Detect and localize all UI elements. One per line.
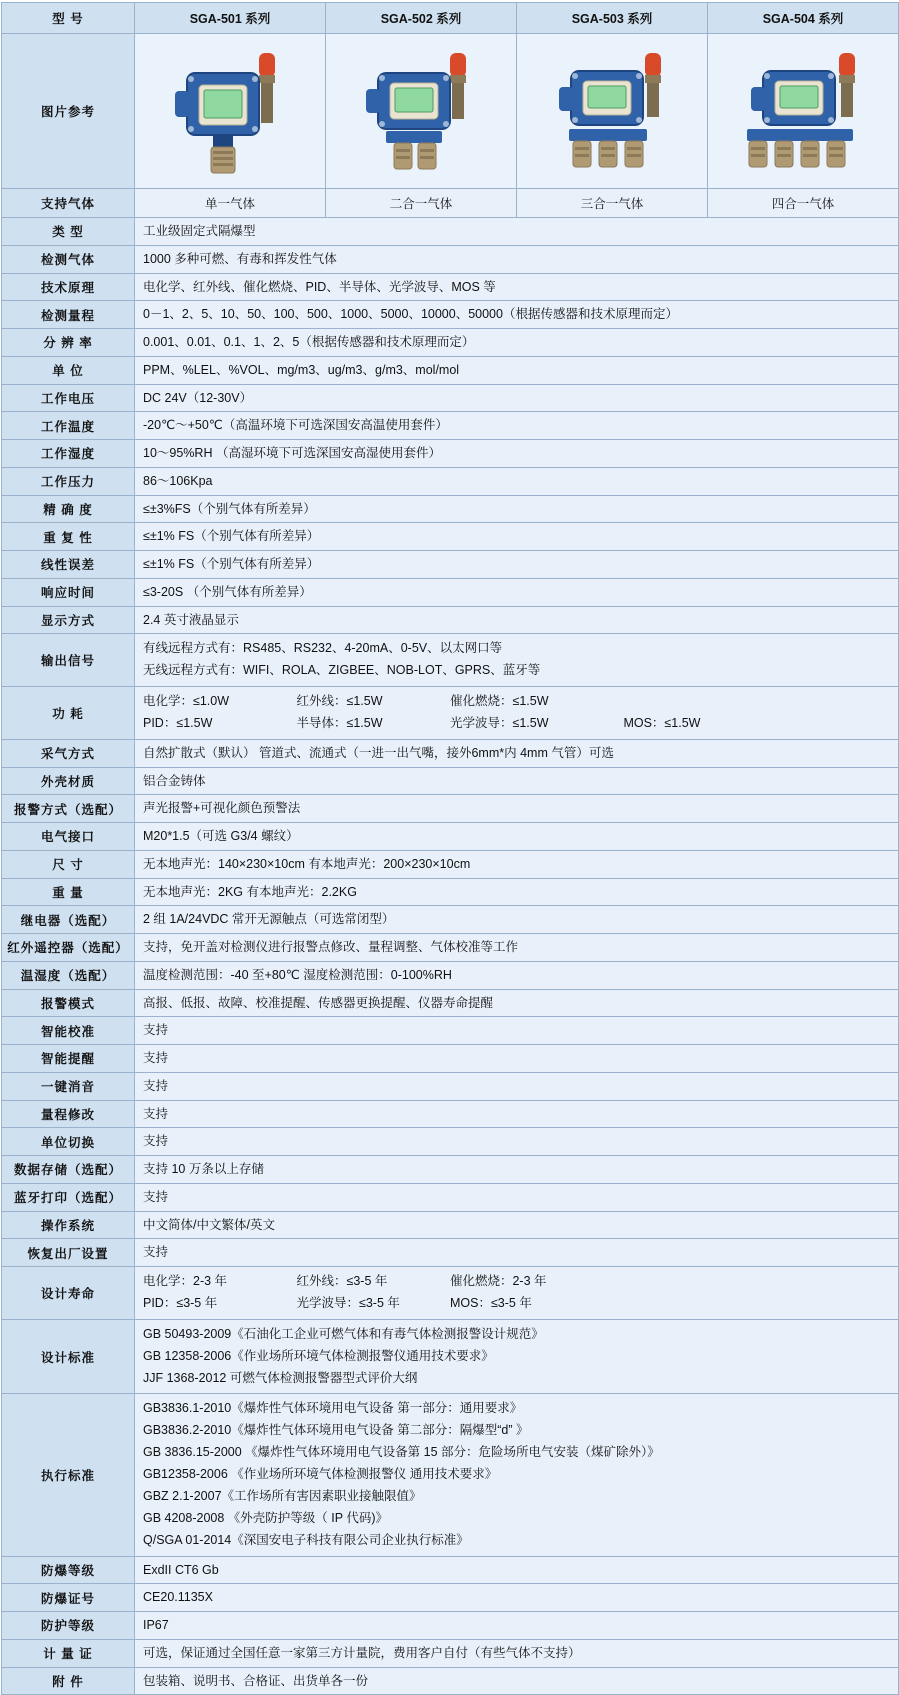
- table-row-design-life: [2, 1267, 899, 1320]
- table-row: [2, 384, 899, 412]
- row-value-output-signal: [135, 634, 899, 687]
- row-label: 重 量: [2, 878, 135, 906]
- table-row-images: [2, 34, 899, 189]
- gas-detector-icon-1: [155, 39, 305, 184]
- row-value: ≤±1% FS（个别气体有所差异）: [135, 523, 899, 551]
- row-label: 电气接口: [2, 823, 135, 851]
- row-label: 计 量 证: [2, 1639, 135, 1667]
- table-row: [2, 606, 899, 634]
- row-label: 温湿度（选配）: [2, 961, 135, 989]
- table-row: [2, 356, 899, 384]
- row-value: 0.001、0.01、0.1、1、2、5（根据传感器和技术原理而定）: [135, 329, 899, 357]
- row-value: 支持: [135, 1045, 899, 1073]
- row-label: 工作湿度: [2, 440, 135, 468]
- row-label: 智能提醒: [2, 1045, 135, 1073]
- life-mos: MOS：≤3-5 年: [449, 1295, 532, 1310]
- row-label: 工作电压: [2, 384, 135, 412]
- table-row: [2, 412, 899, 440]
- row-label: 单 位: [2, 356, 135, 384]
- model-header-4: SGA-504 系列: [708, 3, 899, 34]
- row-label: 检测量程: [2, 301, 135, 329]
- table-row: [2, 1556, 899, 1584]
- row-value-design-life: [135, 1267, 899, 1320]
- row-label: 防爆等级: [2, 1556, 135, 1584]
- table-row: [2, 850, 899, 878]
- row-label: 类 型: [2, 218, 135, 246]
- row-value: ≤±1% FS（个别气体有所差异）: [135, 551, 899, 579]
- table-row-power: [2, 687, 899, 740]
- table-row: [2, 1584, 899, 1612]
- table-row: [2, 1667, 899, 1695]
- table-row-model: [2, 3, 899, 34]
- detector-1-gas-image: [135, 34, 326, 189]
- power-mos: MOS：≤1.5W: [623, 715, 701, 730]
- row-label: 检测气体: [2, 245, 135, 273]
- row-value: 铝合金铸体: [135, 767, 899, 795]
- specification-table: [1, 2, 899, 1695]
- table-row-design-standard: [2, 1319, 899, 1394]
- life-catalytic: 催化燃烧：2-3 年: [449, 1274, 547, 1288]
- row-value: 包装箱、说明书、合格证、出货单各一份: [135, 1667, 899, 1695]
- table-row: [2, 823, 899, 851]
- table-row-exec-standard: [2, 1394, 899, 1556]
- row-label-output-signal: 输出信号: [2, 634, 135, 687]
- table-row: [2, 1612, 899, 1640]
- table-row: [2, 934, 899, 962]
- row-label-gas-support: 支持气体: [2, 189, 135, 218]
- row-value: 1000 多种可燃、有毒和挥发性气体: [135, 245, 899, 273]
- row-label: 数据存储（选配）: [2, 1156, 135, 1184]
- row-value: 支持: [135, 1128, 899, 1156]
- model-header-2: SGA-502 系列: [326, 3, 517, 34]
- detector-2-gas-image: [326, 34, 517, 189]
- row-label: 工作温度: [2, 412, 135, 440]
- row-value: 工业级固定式隔爆型: [135, 218, 899, 246]
- life-line-1: [143, 1271, 890, 1293]
- row-label: 量程修改: [2, 1100, 135, 1128]
- table-row: [2, 989, 899, 1017]
- table-row: [2, 301, 899, 329]
- row-label: 显示方式: [2, 606, 135, 634]
- row-label-power: 功 耗: [2, 687, 135, 740]
- table-row: [2, 578, 899, 606]
- row-value: 支持: [135, 1183, 899, 1211]
- gas-support-3: 三合一气体: [517, 189, 708, 218]
- row-value: 无本地声光：140×230×10cm 有本地声光：200×230×10cm: [135, 850, 899, 878]
- gas-detector-icon-2: [346, 39, 496, 184]
- exec-standard-line: GB12358-2006 《作业场所环境气体检测报警仪 通用技术要求》: [143, 1467, 498, 1481]
- power-line-1: [143, 691, 890, 713]
- row-label: 线性误差: [2, 551, 135, 579]
- table-row: [2, 1017, 899, 1045]
- exec-standard-line: GB 3836.15-2000 《爆炸性气体环境用电气设备第 15 部分：危险场所电气安装（煤矿除外）》: [143, 1445, 660, 1460]
- row-label: 智能校准: [2, 1017, 135, 1045]
- table-row: [2, 273, 899, 301]
- model-header-3: SGA-503 系列: [517, 3, 708, 34]
- row-label-design-life: 设计寿命: [2, 1267, 135, 1320]
- output-signal-wired: 有线远程方式有：RS485、RS232、4-20mA、0-5V、以太网口等: [143, 641, 503, 656]
- exec-standard-line: GB3836.2-2010《爆炸性气体环境用电气设备 第二部分：隔爆型“d” 》: [143, 1423, 529, 1438]
- power-electrochemical: 电化学：≤1.0W: [143, 694, 230, 708]
- row-value: 10～95%RH （高湿环境下可选深国安高湿使用套件）: [135, 440, 899, 468]
- row-label: 尺 寸: [2, 850, 135, 878]
- row-label: 防爆证号: [2, 1584, 135, 1612]
- design-standard-line: GB 12358-2006《作业场所环境气体检测报警仪通用技术要求》: [143, 1348, 494, 1363]
- exec-standard-line: Q/SGA 01-2014《深国安电子科技有限公司企业执行标准》: [143, 1532, 469, 1547]
- life-electrochemical: 电化学：2-3 年: [143, 1274, 228, 1288]
- table-row: [2, 1639, 899, 1667]
- power-optical-waveguide: 光学波导：≤1.5W: [449, 715, 549, 730]
- row-label: 继电器（选配）: [2, 906, 135, 934]
- row-label: 工作压力: [2, 467, 135, 495]
- gas-support-4: 四合一气体: [708, 189, 899, 218]
- life-line-2: [143, 1293, 890, 1315]
- life-infrared: 红外线：≤3-5 年: [296, 1274, 388, 1288]
- power-line-2: [143, 713, 890, 735]
- table-row: [2, 1211, 899, 1239]
- output-signal-wireless: 无线远程方式有：WIFI、ROLA、ZIGBEE、NOB-LOT、GPRS、蓝牙等: [143, 663, 541, 678]
- table-row: [2, 1128, 899, 1156]
- row-value: M20*1.5（可选 G3/4 螺纹）: [135, 823, 899, 851]
- row-value-design-standard: [135, 1319, 899, 1394]
- row-label: 防护等级: [2, 1612, 135, 1640]
- row-label: 响应时间: [2, 578, 135, 606]
- gas-support-2: 二合一气体: [326, 189, 517, 218]
- row-label: 单位切换: [2, 1128, 135, 1156]
- row-value: 温度检测范围：-40 至+80℃ 湿度检测范围：0-100%RH: [135, 961, 899, 989]
- exec-standard-line: GBZ 2.1-2007《工作场所有害因素职业接触限值》: [143, 1488, 422, 1503]
- row-value: CE20.1135X: [135, 1584, 899, 1612]
- table-row: [2, 551, 899, 579]
- row-value: ≤3-20S （个别气体有所差异）: [135, 578, 899, 606]
- row-label: 恢复出厂设置: [2, 1239, 135, 1267]
- table-row: [2, 795, 899, 823]
- row-label: 蓝牙打印（选配）: [2, 1183, 135, 1211]
- row-value: ExdII CT6 Gb: [135, 1556, 899, 1584]
- table-row: [2, 1156, 899, 1184]
- row-label: 分 辨 率: [2, 329, 135, 357]
- row-value: 自然扩散式（默认） 管道式、流通式（一进一出气嘴，接外6mm*内 4mm 气管）可选: [135, 739, 899, 767]
- row-value: 电化学、红外线、催化燃烧、PID、半导体、光学波导、MOS 等: [135, 273, 899, 301]
- table-row: [2, 878, 899, 906]
- row-label-exec-standard: 执行标准: [2, 1394, 135, 1556]
- table-row: [2, 1183, 899, 1211]
- row-value: DC 24V（12-30V）: [135, 384, 899, 412]
- detector-4-gas-image: [708, 34, 899, 189]
- table-row: [2, 767, 899, 795]
- table-row: [2, 467, 899, 495]
- gas-support-1: 单一气体: [135, 189, 326, 218]
- row-value-exec-standard: [135, 1394, 899, 1556]
- power-catalytic: 催化燃烧：≤1.5W: [449, 694, 549, 708]
- row-value: 声光报警+可视化颜色预警法: [135, 795, 899, 823]
- life-optical-waveguide: 光学波导：≤3-5 年: [296, 1295, 400, 1310]
- row-value: 86～106Kpa: [135, 467, 899, 495]
- exec-standard-line: GB 4208-2008 《外壳防护等级（ IP 代码)》: [143, 1510, 388, 1525]
- row-label-design-standard: 设计标准: [2, 1319, 135, 1394]
- row-value: 支持 10 万条以上存储: [135, 1156, 899, 1184]
- table-row: [2, 1100, 899, 1128]
- row-label-image-reference: 图片参考: [2, 34, 135, 189]
- row-label: 采气方式: [2, 739, 135, 767]
- row-value: ≤±3%FS（个别气体有所差异）: [135, 495, 899, 523]
- row-label: 技术原理: [2, 273, 135, 301]
- table-row: [2, 739, 899, 767]
- design-standard-line: JJF 1368-2012 可燃气体检测报警器型式评价大纲: [143, 1370, 418, 1385]
- life-pid: PID：≤3-5 年: [143, 1295, 218, 1310]
- model-header-1: SGA-501 系列: [135, 3, 326, 34]
- table-row: [2, 961, 899, 989]
- row-value: 高报、低报、故障、校准提醒、传感器更换提醒、仪器寿命提醒: [135, 989, 899, 1017]
- spec-sheet-page: [0, 2, 899, 1695]
- row-label: 红外遥控器（选配）: [2, 934, 135, 962]
- table-row: [2, 523, 899, 551]
- row-value: -20℃～+50℃（高温环境下可选深国安高温使用套件）: [135, 412, 899, 440]
- table-row: [2, 1072, 899, 1100]
- row-label-model: 型 号: [2, 3, 135, 34]
- power-pid: PID：≤1.5W: [143, 715, 213, 730]
- table-row: [2, 245, 899, 273]
- row-label: 重 复 性: [2, 523, 135, 551]
- gas-detector-icon-3: [537, 39, 687, 184]
- table-row: [2, 906, 899, 934]
- row-value: 中文简体/中文繁体/英文: [135, 1211, 899, 1239]
- table-row: [2, 440, 899, 468]
- table-row: [2, 495, 899, 523]
- row-label: 外壳材质: [2, 767, 135, 795]
- row-value: 可选，保证通过全国任意一家第三方计量院，费用客户自付（有些气体不支持）: [135, 1639, 899, 1667]
- power-semiconductor: 半导体：≤1.5W: [296, 715, 383, 730]
- row-value-power: [135, 687, 899, 740]
- row-label: 报警方式（选配）: [2, 795, 135, 823]
- row-value: 支持: [135, 1017, 899, 1045]
- row-label: 精 确 度: [2, 495, 135, 523]
- gas-detector-icon-4: [723, 39, 883, 184]
- detector-3-gas-image: [517, 34, 708, 189]
- row-label: 报警模式: [2, 989, 135, 1017]
- row-label: 操作系统: [2, 1211, 135, 1239]
- row-value: IP67: [135, 1612, 899, 1640]
- table-row: [2, 218, 899, 246]
- row-value: 支持: [135, 1072, 899, 1100]
- row-label: 附 件: [2, 1667, 135, 1695]
- power-infrared: 红外线：≤1.5W: [296, 694, 383, 708]
- row-value: 2.4 英寸液晶显示: [135, 606, 899, 634]
- row-value: 支持: [135, 1239, 899, 1267]
- row-label: 一键消音: [2, 1072, 135, 1100]
- table-row-output-signal: [2, 634, 899, 687]
- row-value: 支持，免开盖对检测仪进行报警点修改、量程调整、气体校准等工作: [135, 934, 899, 962]
- exec-standard-line: GB3836.1-2010《爆炸性气体环境用电气设备 第一部分：通用要求》: [143, 1401, 523, 1416]
- design-standard-line: GB 50493-2009《石油化工企业可燃气体和有毒气体检测报警设计规范》: [143, 1326, 544, 1341]
- table-row-gas-support: [2, 189, 899, 218]
- row-value: 2 组 1A/24VDC 常开无源触点（可选常闭型）: [135, 906, 899, 934]
- row-value: 无本地声光：2KG 有本地声光：2.2KG: [135, 878, 899, 906]
- row-value: 支持: [135, 1100, 899, 1128]
- table-row: [2, 1045, 899, 1073]
- row-value: PPM、%LEL、%VOL、mg/m3、ug/m3、g/m3、mol/mol: [135, 356, 899, 384]
- table-row: [2, 329, 899, 357]
- table-row: [2, 1239, 899, 1267]
- row-value: 0－1、2、5、10、50、100、500、1000、5000、10000、50000（根据传感器和技术原理而定）: [135, 301, 899, 329]
